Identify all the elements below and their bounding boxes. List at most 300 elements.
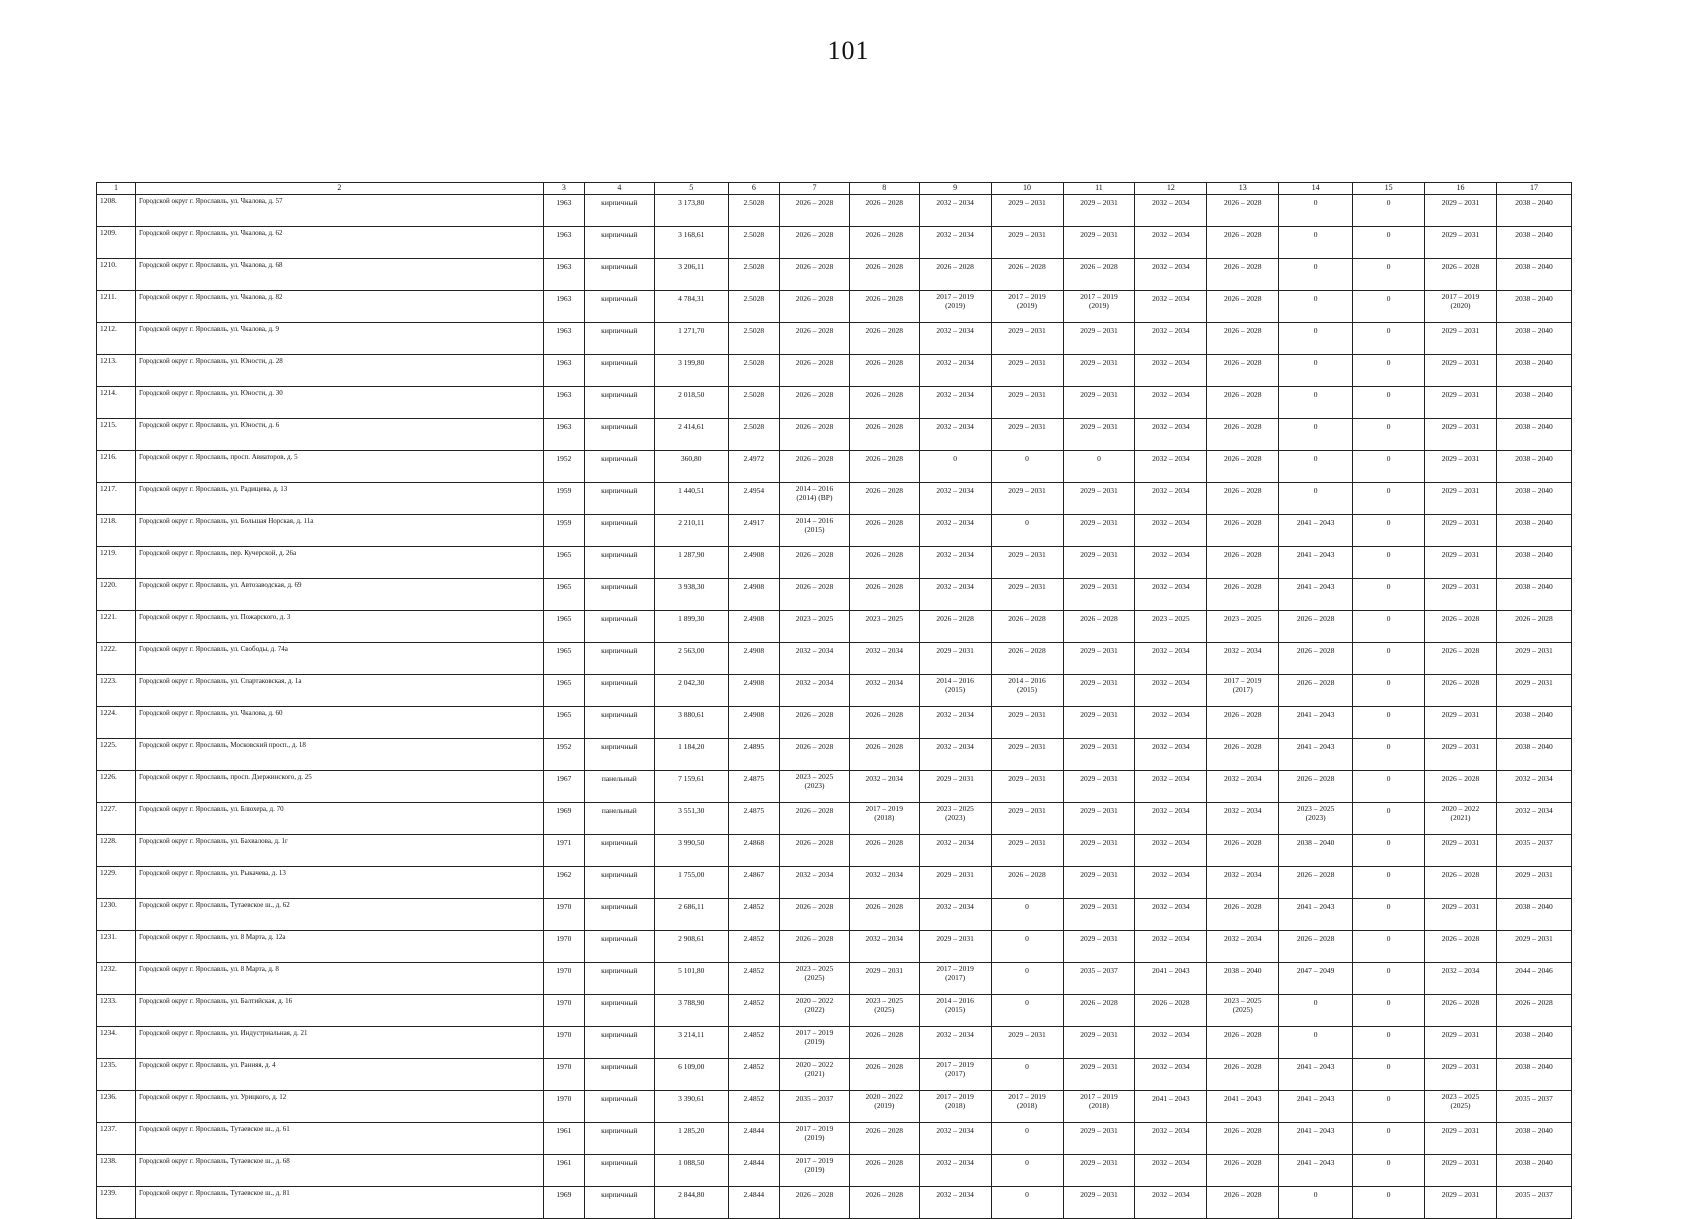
table-cell-col-10: 2029 – 2031 <box>991 771 1063 803</box>
table-cell-col-15: 0 <box>1353 707 1425 739</box>
table-cell-col-17: 2035 – 2037 <box>1496 1091 1571 1123</box>
table-cell-col-3: 1970 <box>543 1091 584 1123</box>
table-cell-col-5: 2 414,61 <box>654 419 728 451</box>
table-cell-col-1: 1226. <box>97 771 136 803</box>
table-cell-col-6: 2.4852 <box>728 995 779 1027</box>
table-cell-col-14: 2041 – 2043 <box>1279 1059 1353 1091</box>
table-cell-col-7: 2014 – 2016 (2014) (ВР) <box>780 483 850 515</box>
table-cell-col-10: 2029 – 2031 <box>991 419 1063 451</box>
table-cell-col-15: 0 <box>1353 643 1425 675</box>
table-cell-col-16: 2026 – 2028 <box>1425 643 1497 675</box>
table-cell-col-11: 2029 – 2031 <box>1063 1187 1135 1219</box>
table-cell-col-4: кирпичный <box>584 579 654 611</box>
table-cell-col-9: 2029 – 2031 <box>919 867 991 899</box>
table-cell-col-3: 1952 <box>543 739 584 771</box>
table-cell-col-12: 2032 – 2034 <box>1135 419 1207 451</box>
table-cell-col-1: 1222. <box>97 643 136 675</box>
table-cell-col-15: 0 <box>1353 995 1425 1027</box>
table-cell-col-17: 2038 – 2040 <box>1496 387 1571 419</box>
table-cell-col-12: 2032 – 2034 <box>1135 515 1207 547</box>
table-cell-col-12: 2032 – 2034 <box>1135 771 1207 803</box>
table-cell-col-7: 2026 – 2028 <box>780 355 850 387</box>
table-cell-col-11: 2026 – 2028 <box>1063 259 1135 291</box>
table-cell-col-13: 2026 – 2028 <box>1207 1155 1279 1187</box>
table-cell-col-11: 2029 – 2031 <box>1063 867 1135 899</box>
table-cell-col-3: 1965 <box>543 547 584 579</box>
table-cell-col-3: 1970 <box>543 1027 584 1059</box>
column-header-12: 12 <box>1135 183 1207 195</box>
table-cell-col-6: 2.4908 <box>728 579 779 611</box>
table-cell-col-2: Городской округ г. Ярославль, ул. Радищева, д. 13 <box>136 483 544 515</box>
table-cell-col-9: 2026 – 2028 <box>919 611 991 643</box>
column-header-5: 5 <box>654 183 728 195</box>
table-cell-col-13: 2026 – 2028 <box>1207 835 1279 867</box>
table-cell-col-14: 2026 – 2028 <box>1279 931 1353 963</box>
table-cell-col-1: 1235. <box>97 1059 136 1091</box>
table-cell-col-13: 2026 – 2028 <box>1207 451 1279 483</box>
table-cell-col-17: 2038 – 2040 <box>1496 739 1571 771</box>
table-cell-col-17: 2038 – 2040 <box>1496 323 1571 355</box>
table-cell-col-12: 2032 – 2034 <box>1135 259 1207 291</box>
table-cell-col-15: 0 <box>1353 451 1425 483</box>
table-cell-col-4: кирпичный <box>584 259 654 291</box>
table-cell-col-7: 2035 – 2037 <box>780 1091 850 1123</box>
table-cell-col-2: Городской округ г. Ярославль, ул. Индустриальная, д. 21 <box>136 1027 544 1059</box>
table-cell-col-11: 2029 – 2031 <box>1063 643 1135 675</box>
table-cell-col-12: 2032 – 2034 <box>1135 291 1207 323</box>
table-cell-col-16: 2026 – 2028 <box>1425 995 1497 1027</box>
table-cell-col-17: 2029 – 2031 <box>1496 643 1571 675</box>
table-cell-col-4: кирпичный <box>584 675 654 707</box>
table-cell-col-14: 2023 – 2025 (2023) <box>1279 803 1353 835</box>
table-cell-col-10: 2029 – 2031 <box>991 355 1063 387</box>
table-cell-col-2: Городской округ г. Ярославль, ул. Свободы, д. 74а <box>136 643 544 675</box>
table-cell-col-12: 2032 – 2034 <box>1135 387 1207 419</box>
table-cell-col-2: Городской округ г. Ярославль, ул. Балтийская, д. 16 <box>136 995 544 1027</box>
table-cell-col-7: 2032 – 2034 <box>780 867 850 899</box>
table-cell-col-15: 0 <box>1353 835 1425 867</box>
table-cell-col-3: 1965 <box>543 707 584 739</box>
table-cell-col-15: 0 <box>1353 259 1425 291</box>
table-cell-col-8: 2026 – 2028 <box>849 579 919 611</box>
table-cell-col-5: 2 210,11 <box>654 515 728 547</box>
table-cell-col-1: 1210. <box>97 259 136 291</box>
table-cell-col-11: 0 <box>1063 451 1135 483</box>
table-cell-col-15: 0 <box>1353 963 1425 995</box>
table-cell-col-2: Городской округ г. Ярославль, Тутаевское ш., д. 62 <box>136 899 544 931</box>
table-cell-col-7: 2026 – 2028 <box>780 259 850 291</box>
table-cell-col-11: 2029 – 2031 <box>1063 355 1135 387</box>
table-cell-col-12: 2032 – 2034 <box>1135 227 1207 259</box>
table-cell-col-16: 2029 – 2031 <box>1425 707 1497 739</box>
table-cell-col-1: 1225. <box>97 739 136 771</box>
table-cell-col-15: 0 <box>1353 1059 1425 1091</box>
table-row <box>97 387 1572 419</box>
table-cell-col-16: 2029 – 2031 <box>1425 1155 1497 1187</box>
table-cell-col-13: 2041 – 2043 <box>1207 1091 1279 1123</box>
table-cell-col-5: 1 287,90 <box>654 547 728 579</box>
table-cell-col-1: 1231. <box>97 931 136 963</box>
table-cell-col-8: 2032 – 2034 <box>849 643 919 675</box>
column-header-1: 1 <box>97 183 136 195</box>
table-cell-col-9: 2023 – 2025 (2023) <box>919 803 991 835</box>
table-cell-col-14: 2041 – 2043 <box>1279 707 1353 739</box>
table-cell-col-3: 1952 <box>543 451 584 483</box>
table-cell-col-4: кирпичный <box>584 227 654 259</box>
table-cell-col-10: 2029 – 2031 <box>991 835 1063 867</box>
table-cell-col-5: 7 159,61 <box>654 771 728 803</box>
table-cell-col-13: 2026 – 2028 <box>1207 291 1279 323</box>
table-cell-col-14: 2041 – 2043 <box>1279 579 1353 611</box>
table-cell-col-8: 2023 – 2025 (2025) <box>849 995 919 1027</box>
table-cell-col-8: 2026 – 2028 <box>849 899 919 931</box>
table-cell-col-7: 2026 – 2028 <box>780 707 850 739</box>
table-cell-col-4: кирпичный <box>584 451 654 483</box>
table-row <box>97 1123 1572 1155</box>
table-cell-col-4: кирпичный <box>584 483 654 515</box>
column-header-10: 10 <box>991 183 1063 195</box>
table-cell-col-12: 2032 – 2034 <box>1135 483 1207 515</box>
table-cell-col-9: 2032 – 2034 <box>919 1123 991 1155</box>
table-cell-col-11: 2029 – 2031 <box>1063 323 1135 355</box>
table-cell-col-10: 2026 – 2028 <box>991 259 1063 291</box>
table-cell-col-13: 2026 – 2028 <box>1207 739 1279 771</box>
table-cell-col-14: 0 <box>1279 419 1353 451</box>
table-cell-col-13: 2026 – 2028 <box>1207 515 1279 547</box>
table-cell-col-7: 2032 – 2034 <box>780 643 850 675</box>
table-cell-col-9: 2017 – 2019 (2019) <box>919 291 991 323</box>
table-row <box>97 643 1572 675</box>
table-cell-col-12: 2032 – 2034 <box>1135 707 1207 739</box>
table-cell-col-13: 2017 – 2019 (2017) <box>1207 675 1279 707</box>
table-cell-col-2: Городской округ г. Ярославль, Тутаевское ш., д. 81 <box>136 1187 544 1219</box>
table-cell-col-8: 2026 – 2028 <box>849 291 919 323</box>
table-cell-col-1: 1232. <box>97 963 136 995</box>
table-cell-col-2: Городской округ г. Ярославль, просп. Авиаторов, д. 5 <box>136 451 544 483</box>
table-cell-col-17: 2038 – 2040 <box>1496 355 1571 387</box>
table-cell-col-7: 2017 – 2019 (2019) <box>780 1123 850 1155</box>
table-cell-col-12: 2032 – 2034 <box>1135 195 1207 227</box>
table-cell-col-6: 2.5028 <box>728 419 779 451</box>
table-cell-col-17: 2032 – 2034 <box>1496 803 1571 835</box>
table-cell-col-10: 0 <box>991 963 1063 995</box>
table-cell-col-10: 2026 – 2028 <box>991 643 1063 675</box>
table-cell-col-9: 2032 – 2034 <box>919 323 991 355</box>
table-cell-col-8: 2026 – 2028 <box>849 547 919 579</box>
table-row <box>97 1091 1572 1123</box>
table-cell-col-7: 2026 – 2028 <box>780 931 850 963</box>
table-cell-col-2: Городской округ г. Ярославль, ул. Ранняя, д. 4 <box>136 1059 544 1091</box>
table-cell-col-16: 2029 – 2031 <box>1425 899 1497 931</box>
table-cell-col-5: 1 440,51 <box>654 483 728 515</box>
table-cell-col-3: 1970 <box>543 963 584 995</box>
table-cell-col-2: Городской округ г. Ярославль, ул. Юности, д. 28 <box>136 355 544 387</box>
table-cell-col-7: 2026 – 2028 <box>780 835 850 867</box>
table-cell-col-16: 2029 – 2031 <box>1425 419 1497 451</box>
column-header-8: 8 <box>849 183 919 195</box>
table-cell-col-15: 0 <box>1353 675 1425 707</box>
table-row <box>97 259 1572 291</box>
table-cell-col-6: 2.4844 <box>728 1123 779 1155</box>
table-cell-col-17: 2038 – 2040 <box>1496 291 1571 323</box>
table-cell-col-1: 1223. <box>97 675 136 707</box>
table-cell-col-11: 2035 – 2037 <box>1063 963 1135 995</box>
table-cell-col-5: 3 168,61 <box>654 227 728 259</box>
table-cell-col-12: 2023 – 2025 <box>1135 611 1207 643</box>
table-cell-col-16: 2032 – 2034 <box>1425 963 1497 995</box>
table-cell-col-5: 1 271,70 <box>654 323 728 355</box>
table-cell-col-4: кирпичный <box>584 1091 654 1123</box>
table-cell-col-4: кирпичный <box>584 643 654 675</box>
table-cell-col-2: Городской округ г. Ярославль, ул. Чкалова, д. 9 <box>136 323 544 355</box>
table-cell-col-16: 2029 – 2031 <box>1425 483 1497 515</box>
table-cell-col-9: 2032 – 2034 <box>919 387 991 419</box>
table-cell-col-9: 2032 – 2034 <box>919 355 991 387</box>
table-cell-col-7: 2026 – 2028 <box>780 291 850 323</box>
table-cell-col-15: 0 <box>1353 387 1425 419</box>
table-cell-col-17: 2038 – 2040 <box>1496 1027 1571 1059</box>
table-cell-col-6: 2.5028 <box>728 387 779 419</box>
table-cell-col-13: 2026 – 2028 <box>1207 1123 1279 1155</box>
table-cell-col-7: 2026 – 2028 <box>780 451 850 483</box>
table-cell-col-16: 2023 – 2025 (2025) <box>1425 1091 1497 1123</box>
table-cell-col-2: Городской округ г. Ярославль, ул. Большая Норская, д. 11а <box>136 515 544 547</box>
table-cell-col-4: панельный <box>584 803 654 835</box>
table-cell-col-12: 2032 – 2034 <box>1135 675 1207 707</box>
table-cell-col-17: 2029 – 2031 <box>1496 675 1571 707</box>
table-cell-col-16: 2029 – 2031 <box>1425 547 1497 579</box>
table-cell-col-2: Городской округ г. Ярославль, ул. 8 Марта, д. 12а <box>136 931 544 963</box>
table-row <box>97 547 1572 579</box>
table-row <box>97 739 1572 771</box>
table-cell-col-17: 2029 – 2031 <box>1496 931 1571 963</box>
table-cell-col-16: 2026 – 2028 <box>1425 931 1497 963</box>
table-cell-col-16: 2029 – 2031 <box>1425 1123 1497 1155</box>
table-cell-col-3: 1963 <box>543 355 584 387</box>
table-cell-col-4: кирпичный <box>584 547 654 579</box>
table-cell-col-4: кирпичный <box>584 739 654 771</box>
table-cell-col-16: 2026 – 2028 <box>1425 611 1497 643</box>
table-cell-col-17: 2038 – 2040 <box>1496 547 1571 579</box>
table-cell-col-16: 2017 – 2019 (2020) <box>1425 291 1497 323</box>
table-cell-col-7: 2017 – 2019 (2019) <box>780 1155 850 1187</box>
table-cell-col-12: 2032 – 2034 <box>1135 1059 1207 1091</box>
table-cell-col-10: 0 <box>991 899 1063 931</box>
table-cell-col-15: 0 <box>1353 931 1425 963</box>
table-row <box>97 291 1572 323</box>
table-cell-col-14: 0 <box>1279 1027 1353 1059</box>
table-cell-col-5: 2 563,00 <box>654 643 728 675</box>
table-cell-col-2: Городской округ г. Ярославль, ул. Пожарского, д. 3 <box>136 611 544 643</box>
table-cell-col-15: 0 <box>1353 611 1425 643</box>
table-cell-col-8: 2026 – 2028 <box>849 707 919 739</box>
table-cell-col-14: 2041 – 2043 <box>1279 899 1353 931</box>
table-cell-col-2: Городской округ г. Ярославль, ул. Юности, д. 30 <box>136 387 544 419</box>
table-cell-col-14: 0 <box>1279 995 1353 1027</box>
table-cell-col-5: 3 990,50 <box>654 835 728 867</box>
table-cell-col-9: 2017 – 2019 (2017) <box>919 1059 991 1091</box>
table-cell-col-9: 0 <box>919 451 991 483</box>
table-cell-col-5: 3 551,30 <box>654 803 728 835</box>
table-cell-col-13: 2026 – 2028 <box>1207 195 1279 227</box>
table-cell-col-7: 2020 – 2022 (2021) <box>780 1059 850 1091</box>
table-cell-col-17: 2029 – 2031 <box>1496 867 1571 899</box>
table-cell-col-4: кирпичный <box>584 355 654 387</box>
table-cell-col-16: 2029 – 2031 <box>1425 195 1497 227</box>
table-cell-col-8: 2026 – 2028 <box>849 1187 919 1219</box>
table-cell-col-6: 2.4895 <box>728 739 779 771</box>
table-cell-col-15: 0 <box>1353 323 1425 355</box>
table-cell-col-13: 2032 – 2034 <box>1207 643 1279 675</box>
table-cell-col-4: кирпичный <box>584 1027 654 1059</box>
table-cell-col-14: 0 <box>1279 323 1353 355</box>
table-cell-col-7: 2026 – 2028 <box>780 195 850 227</box>
table-row <box>97 771 1572 803</box>
table-cell-col-17: 2038 – 2040 <box>1496 1123 1571 1155</box>
table-cell-col-11: 2026 – 2028 <box>1063 611 1135 643</box>
table-cell-col-6: 2.4875 <box>728 803 779 835</box>
table-cell-col-11: 2029 – 2031 <box>1063 739 1135 771</box>
table-cell-col-9: 2017 – 2019 (2018) <box>919 1091 991 1123</box>
table-cell-col-5: 2 686,11 <box>654 899 728 931</box>
table-cell-col-11: 2029 – 2031 <box>1063 675 1135 707</box>
table-cell-col-16: 2029 – 2031 <box>1425 451 1497 483</box>
table-cell-col-16: 2026 – 2028 <box>1425 259 1497 291</box>
table-cell-col-13: 2026 – 2028 <box>1207 419 1279 451</box>
table-cell-col-13: 2026 – 2028 <box>1207 547 1279 579</box>
table-cell-col-4: панельный <box>584 771 654 803</box>
table-cell-col-6: 2.4852 <box>728 1059 779 1091</box>
table-cell-col-15: 0 <box>1353 739 1425 771</box>
table-cell-col-6: 2.4875 <box>728 771 779 803</box>
table-cell-col-3: 1963 <box>543 387 584 419</box>
table-cell-col-14: 0 <box>1279 227 1353 259</box>
table-cell-col-11: 2029 – 2031 <box>1063 899 1135 931</box>
column-header-9: 9 <box>919 183 991 195</box>
table-cell-col-17: 2038 – 2040 <box>1496 227 1571 259</box>
table-cell-col-15: 0 <box>1353 1027 1425 1059</box>
table-cell-col-15: 0 <box>1353 1187 1425 1219</box>
table-cell-col-1: 1219. <box>97 547 136 579</box>
table-cell-col-15: 0 <box>1353 547 1425 579</box>
table-cell-col-10: 0 <box>991 1155 1063 1187</box>
table-cell-col-14: 2041 – 2043 <box>1279 1091 1353 1123</box>
column-header-11: 11 <box>1063 183 1135 195</box>
table-cell-col-9: 2032 – 2034 <box>919 579 991 611</box>
table-cell-col-7: 2032 – 2034 <box>780 675 850 707</box>
table-cell-col-3: 1963 <box>543 323 584 355</box>
table-cell-col-4: кирпичный <box>584 995 654 1027</box>
table-cell-col-15: 0 <box>1353 195 1425 227</box>
table-cell-col-2: Городской округ г. Ярославль, Московский просп., д. 18 <box>136 739 544 771</box>
table-cell-col-13: 2032 – 2034 <box>1207 803 1279 835</box>
table-cell-col-9: 2032 – 2034 <box>919 227 991 259</box>
table-cell-col-13: 2026 – 2028 <box>1207 387 1279 419</box>
table-cell-col-6: 2.4852 <box>728 931 779 963</box>
table-cell-col-13: 2026 – 2028 <box>1207 1187 1279 1219</box>
table-header-row <box>97 183 1572 195</box>
table-cell-col-6: 2.4908 <box>728 643 779 675</box>
table-cell-col-4: кирпичный <box>584 1187 654 1219</box>
table-cell-col-6: 2.5028 <box>728 355 779 387</box>
table-cell-col-7: 2026 – 2028 <box>780 739 850 771</box>
table-cell-col-10: 2029 – 2031 <box>991 579 1063 611</box>
column-header-4: 4 <box>584 183 654 195</box>
column-header-16: 16 <box>1425 183 1497 195</box>
table-cell-col-8: 2032 – 2034 <box>849 867 919 899</box>
table-row <box>97 1187 1572 1219</box>
table-cell-col-6: 2.4868 <box>728 835 779 867</box>
table-cell-col-3: 1965 <box>543 611 584 643</box>
table-cell-col-2: Городской округ г. Ярославль, ул. Блюхера, д. 70 <box>136 803 544 835</box>
table-cell-col-16: 2026 – 2028 <box>1425 771 1497 803</box>
table-cell-col-4: кирпичный <box>584 515 654 547</box>
table-cell-col-8: 2026 – 2028 <box>849 1027 919 1059</box>
table-cell-col-12: 2032 – 2034 <box>1135 643 1207 675</box>
table-cell-col-2: Городской округ г. Ярославль, ул. Чкалова, д. 57 <box>136 195 544 227</box>
table-cell-col-10: 2029 – 2031 <box>991 547 1063 579</box>
table-row <box>97 835 1572 867</box>
table-cell-col-17: 2038 – 2040 <box>1496 195 1571 227</box>
table-cell-col-15: 0 <box>1353 899 1425 931</box>
table-cell-col-9: 2032 – 2034 <box>919 483 991 515</box>
table-cell-col-4: кирпичный <box>584 1123 654 1155</box>
table-cell-col-8: 2026 – 2028 <box>849 835 919 867</box>
table-cell-col-1: 1211. <box>97 291 136 323</box>
table-cell-col-5: 6 109,00 <box>654 1059 728 1091</box>
table-cell-col-5: 3 880,61 <box>654 707 728 739</box>
table-cell-col-1: 1227. <box>97 803 136 835</box>
table-cell-col-15: 0 <box>1353 227 1425 259</box>
table-body <box>97 195 1572 1219</box>
table-cell-col-11: 2029 – 2031 <box>1063 931 1135 963</box>
table-cell-col-9: 2032 – 2034 <box>919 899 991 931</box>
column-header-6: 6 <box>728 183 779 195</box>
table-row <box>97 931 1572 963</box>
table-cell-col-11: 2026 – 2028 <box>1063 995 1135 1027</box>
table-cell-col-10: 0 <box>991 931 1063 963</box>
table-cell-col-2: Городской округ г. Ярославль, ул. 8 Марта, д. 8 <box>136 963 544 995</box>
table-cell-col-5: 2 042,30 <box>654 675 728 707</box>
table-cell-col-3: 1959 <box>543 515 584 547</box>
table-cell-col-17: 2044 – 2046 <box>1496 963 1571 995</box>
table-cell-col-9: 2014 – 2016 (2015) <box>919 675 991 707</box>
table-cell-col-4: кирпичный <box>584 1155 654 1187</box>
table-cell-col-14: 2041 – 2043 <box>1279 515 1353 547</box>
table-cell-col-11: 2029 – 2031 <box>1063 419 1135 451</box>
table-cell-col-6: 2.4954 <box>728 483 779 515</box>
table-cell-col-15: 0 <box>1353 515 1425 547</box>
table-cell-col-1: 1221. <box>97 611 136 643</box>
table-cell-col-12: 2032 – 2034 <box>1135 1027 1207 1059</box>
table-cell-col-6: 2.4908 <box>728 547 779 579</box>
column-header-13: 13 <box>1207 183 1279 195</box>
table-cell-col-12: 2032 – 2034 <box>1135 323 1207 355</box>
table-cell-col-7: 2026 – 2028 <box>780 803 850 835</box>
table-cell-col-16: 2029 – 2031 <box>1425 1187 1497 1219</box>
table-cell-col-15: 0 <box>1353 803 1425 835</box>
table-cell-col-12: 2032 – 2034 <box>1135 1155 1207 1187</box>
table-cell-col-10: 2026 – 2028 <box>991 611 1063 643</box>
table-row <box>97 451 1572 483</box>
table-cell-col-6: 2.4908 <box>728 675 779 707</box>
table-cell-col-13: 2026 – 2028 <box>1207 707 1279 739</box>
table-cell-col-7: 2023 – 2025 <box>780 611 850 643</box>
table-cell-col-15: 0 <box>1353 291 1425 323</box>
table-cell-col-3: 1959 <box>543 483 584 515</box>
table-cell-col-10: 2029 – 2031 <box>991 195 1063 227</box>
table-row <box>97 579 1572 611</box>
